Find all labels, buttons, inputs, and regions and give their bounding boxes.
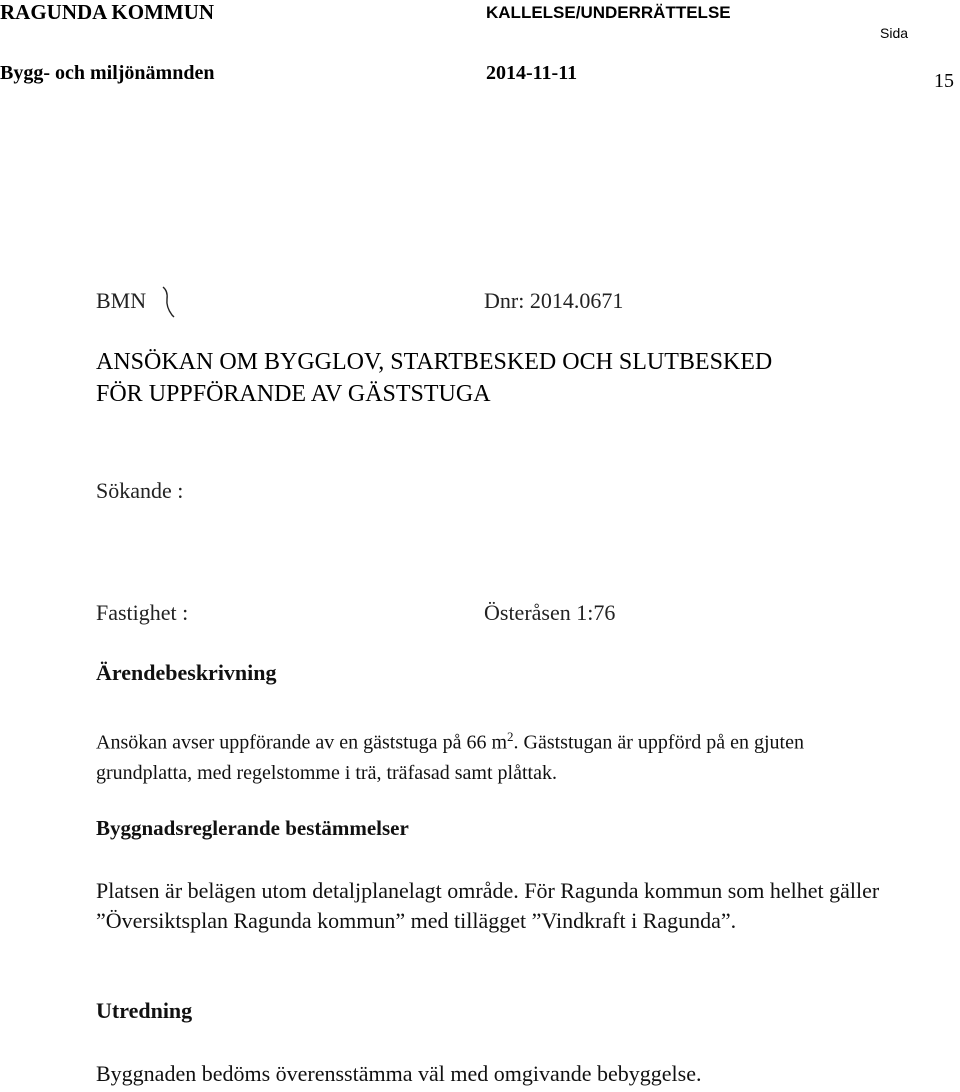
document-type: KALLELSE/UNDERRÄTTELSE xyxy=(486,3,731,22)
description-heading: Ärendebeskrivning xyxy=(96,660,277,685)
description-superscript: 2 xyxy=(507,729,514,744)
rules-heading: Byggnadsreglerande bestämmelser xyxy=(96,816,409,840)
case-prefix: BMN xyxy=(96,288,147,313)
case-title-line-2: FÖR UPPFÖRANDE AV GÄSTSTUGA xyxy=(96,381,491,407)
committee-name: Bygg- och miljönämnden xyxy=(0,62,215,84)
investigation-text: Byggnaden bedöms överensstämma väl med omgivande bebyggelse. xyxy=(96,1061,702,1086)
page-label: Sida xyxy=(880,25,909,41)
organization-name: RAGUNDA KOMMUN xyxy=(0,0,215,24)
description-text-part-2: . Gäststugan är uppförd på en gjuten grundplatta, med regelstomme i trä, träfasad samt plåttak. xyxy=(96,731,804,784)
description-text-part-1: Ansökan avser uppförande av en gäststuga på 66 m xyxy=(96,731,507,754)
investigation-heading: Utredning xyxy=(96,998,193,1023)
applicant-label: Sökande : xyxy=(96,478,184,503)
description-text xyxy=(96,722,896,788)
meeting-date: 2014-11-11 xyxy=(486,62,578,84)
section-mark-icon xyxy=(160,285,176,319)
property-value: Österåsen 1:76 xyxy=(484,600,616,625)
case-title-line-1: ANSÖKAN OM BYGGLOV, STARTBESKED OCH SLUTBESKED xyxy=(96,349,773,375)
rules-text: Platsen är belägen utom detaljplanelagt område. För Ragunda kommun som helhet gäller ”Översiktsplan Ragunda kommun” med tillägget ”Vindkraft i Ragunda”. xyxy=(96,878,880,933)
case-dnr: Dnr: 2014.0671 xyxy=(484,288,624,313)
page-number: 15 xyxy=(934,70,954,92)
property-label: Fastighet : xyxy=(96,600,189,625)
